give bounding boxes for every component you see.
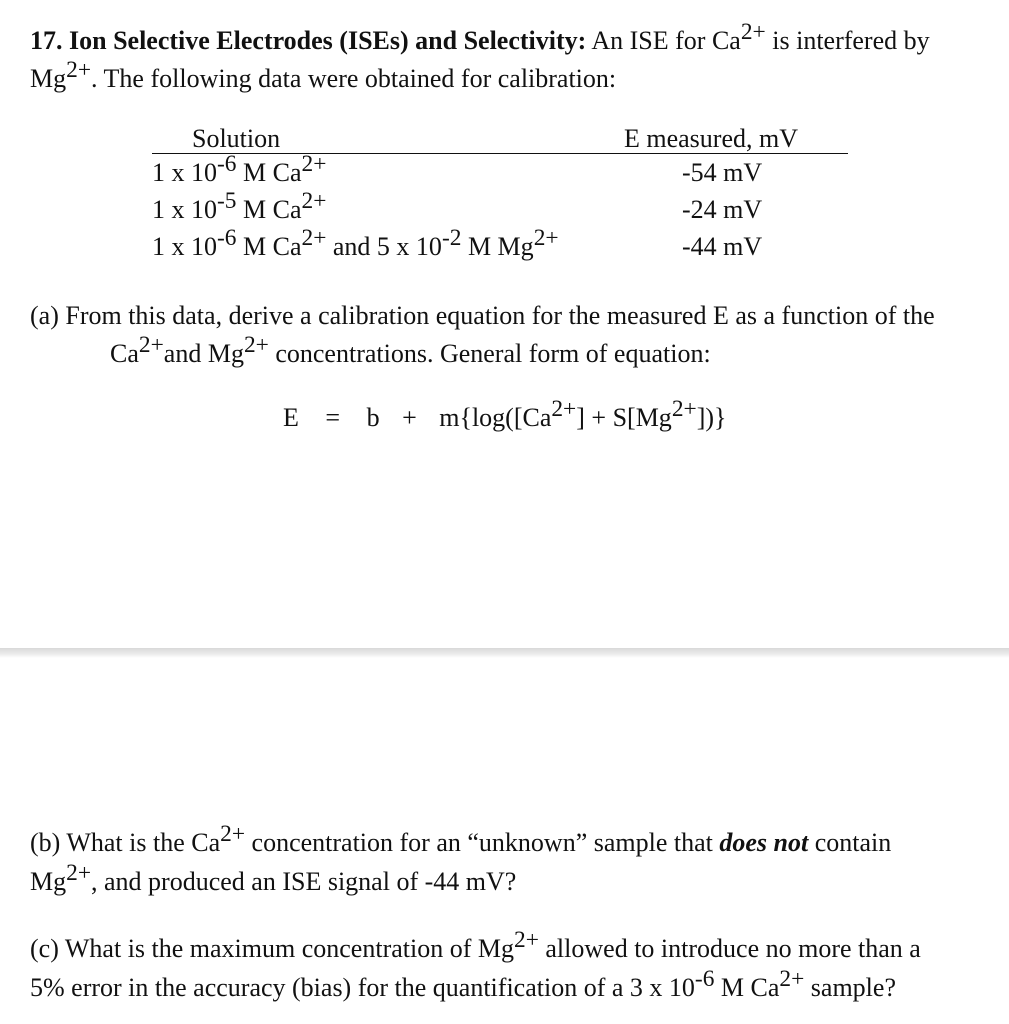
calibration-table xyxy=(152,126,848,265)
charge-superscript: 2+ xyxy=(66,57,92,84)
solution-cell: 1 x $10^{-6}$ M $Ca^{2+}$ and 5 x $10^{-2}$ M $Mg^{2+}$ xyxy=(152,224,559,261)
e-value-cell: -44 mV xyxy=(682,231,763,261)
header-e-measured: E measured, mV xyxy=(682,126,848,154)
intro-text: Mg xyxy=(30,64,67,93)
problem-intro-line-2 xyxy=(30,57,617,93)
table-row xyxy=(152,154,848,192)
part-b-line-1: (b) What is the $Ca^{2+}$ concentration for an “unknown” sample that does not contain xyxy=(30,821,892,857)
table-row xyxy=(152,228,848,265)
page-divider xyxy=(0,648,1009,658)
calibration-equation xyxy=(283,396,727,432)
part-c-line-1: (c) What is the maximum concentration of $Mg^{2+}$ allowed to introduce no more than a xyxy=(30,927,921,963)
header-solution: Solution xyxy=(152,126,682,154)
table-row xyxy=(152,191,848,228)
intro-text: is interfered by xyxy=(765,26,930,55)
eq-log-term: $m\{\log([Ca^{2+}] + S[Mg^{2+}])\}$ xyxy=(439,396,727,432)
emphasis-does-not: does not xyxy=(719,828,809,857)
eq-plus: + xyxy=(402,403,417,432)
part-a-line-1: (a) From this data, derive a calibration equation for the measured E as a function of the xyxy=(30,301,935,330)
eq-equals: = xyxy=(325,403,341,432)
eq-E: E xyxy=(283,403,299,432)
intro-text: An ISE for Ca xyxy=(591,26,741,55)
e-value-cell: -24 mV xyxy=(682,194,763,224)
eq-b: b xyxy=(366,403,380,432)
table-header-row xyxy=(152,126,848,154)
part-b-line-2: $Mg^{2+}$, and produced an ISE signal of -44 mV? xyxy=(30,860,517,896)
part-a-line-2: $Ca^{2+}and$ $Mg^{2+}$ concentrations. General form of equation: xyxy=(110,332,711,368)
problem-intro-line-1 xyxy=(30,19,930,55)
e-value-cell: -54 mV xyxy=(682,157,763,187)
problem-title: 17. Ion Selective Electrodes (ISEs) and Selectivity: xyxy=(30,26,587,55)
intro-text: . The following data were obtained for calibration: xyxy=(91,64,617,93)
solution-cell: 1 x $10^{-5}$ M $Ca^{2+}$ xyxy=(152,187,327,224)
part-c-line-2: 5% error in the accuracy (bias) for the quantification of a 3 x $10^{-6}$ M $Ca^{2+}$ sample? xyxy=(30,966,896,1002)
solution-cell: 1 x $10^{-6}$ M $Ca^{2+}$ xyxy=(152,150,327,187)
charge-superscript: 2+ xyxy=(740,19,766,46)
